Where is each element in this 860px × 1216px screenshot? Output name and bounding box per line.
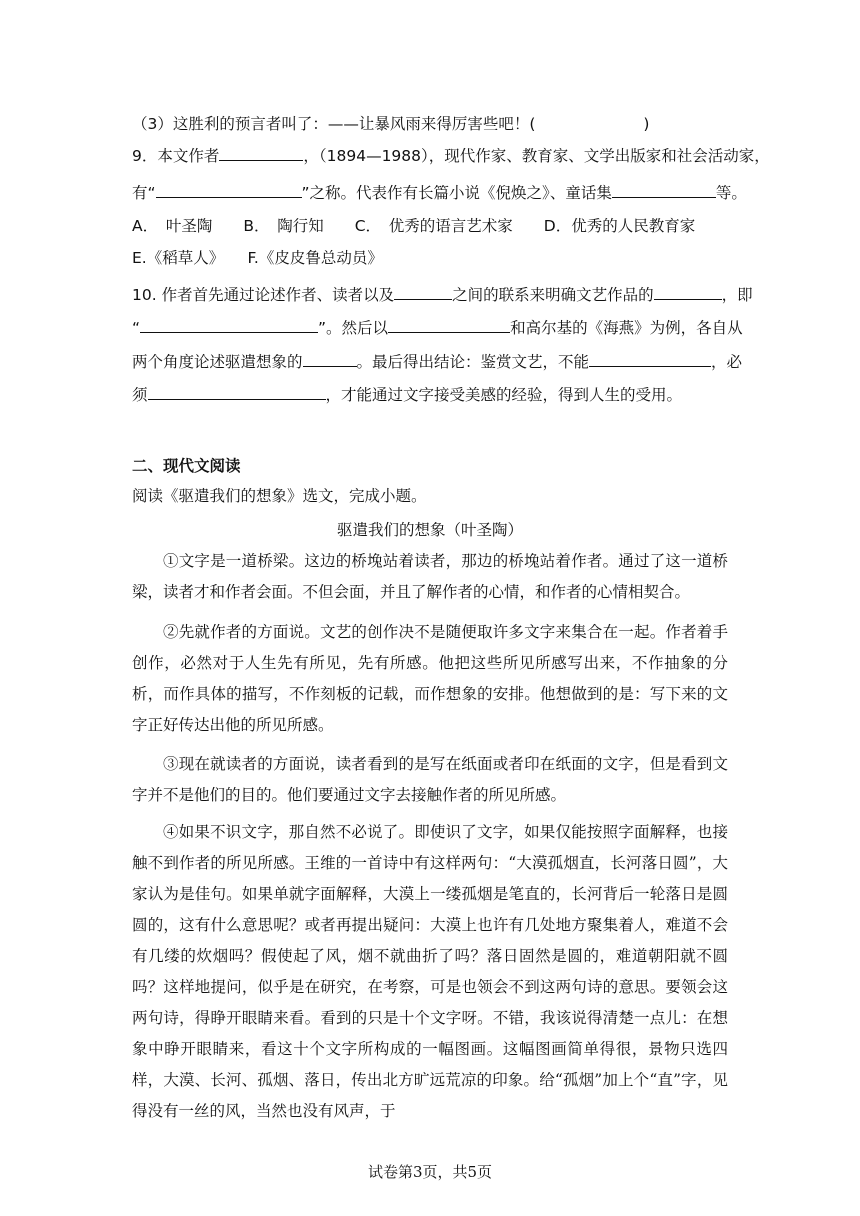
- q9-options-e-f: E.《稻草人》 F.《皮皮鲁总动员》: [132, 249, 383, 267]
- question-10-line-4: [132, 383, 728, 405]
- q10-blank-1[interactable]: [394, 284, 452, 301]
- question-10-line-1: [132, 283, 753, 305]
- q10-text-2c: 和高尔基的《海燕》为例，各自从: [510, 319, 743, 337]
- question-3-close: ): [643, 115, 650, 133]
- q10-text-3a: 两个角度论述驱遣想象的: [132, 353, 303, 371]
- page-footer: 试卷第3页，共5页: [367, 1163, 493, 1181]
- article-paragraph-2: ②先就作者的方面说。文艺的创作决不是随便取许多文字来集合在一起。作者着手创作，必然对于人生先有所见，先有所感。他把这些所见所感写出来，不作抽象的分析，而作具体的描写，不作刻板的记载，而作想象的安排。他想做到的是：写下来的文字正好传达出他的所见所感。: [132, 623, 728, 734]
- q10-text-2b: ”。然后以: [318, 319, 389, 337]
- q10-text-1b: 之间的联系来明确文艺作品的: [452, 286, 654, 304]
- q9-blank-author[interactable]: [219, 145, 303, 162]
- article-paragraph-1: ①文字是一道桥梁。这边的桥堍站着读者，那边的桥堍站着作者。通过了这一道桥梁，读者才和作者会面。不但会面，并且了解作者的心情，和作者的心情相契合。: [132, 552, 728, 601]
- question-10-line-3: [132, 350, 743, 372]
- q9-options-a-d: A． 叶圣陶 B． 陶行知 C． 优秀的语言艺术家 D．优秀的人民教育家: [132, 217, 696, 235]
- section-heading: 二、现代文阅读: [132, 457, 241, 475]
- question-9-options-2: [132, 246, 728, 268]
- question-9-line-2: [132, 181, 747, 203]
- q10-text-2a: “: [132, 319, 141, 337]
- q9-end: 等。: [715, 184, 747, 202]
- section-intro: 阅读《驱遣我们的想象》选文，完成小题。: [132, 487, 427, 505]
- q9-bio: ，（1894—1988），现代作家、教育家、文学出版家和社会活动家，: [303, 147, 770, 165]
- q10-text-1a: 10. 作者首先通过论述作者、读者以及: [132, 286, 395, 304]
- question-10-line-2: [132, 316, 743, 338]
- q10-text-3b: 。最后得出结论：鉴赏文艺，不能: [356, 353, 590, 371]
- q9-works: ”之称。代表作有长篇小说《倪焕之》、童话集: [301, 184, 612, 202]
- article-paragraph-4: ④如果不识文字，那自然不必说了。即使识了文字，如果仅能按照字面解释，也接触不到作者的所见所感。王维的一首诗中有这样两句：“大漠孤烟直，长河落日圆”，大家认为是佳句。如果单就字面解释，大漠上一缕孤烟是笔直的，长河背后一轮落日是圆圆的，这有什么意思呢？或者再提出疑问：大漠上也许有几处地方聚集着人，难道不会有几缕的炊烟吗？假使起了风，烟不就曲折了吗？落日固然是圆的，难道朝阳就不圆吗？这样地提问，似乎是在研究，在考察，可是也领会不到这两句诗的意思。要领会这两句诗，得睁开眼睛来看。看到的只是十个文字呀。不错，我该说得清楚一点儿：在想象中睁开眼睛来，看这十个文字所构成的一幅图画。这幅图画简单得很，景物只选四样，大漠、长河、孤烟、落日，传出北方旷远荒凉的印象。给“孤烟”加上个“直”字，见得没有一丝的风，当然也没有风声，于: [132, 823, 728, 1120]
- question-3-text: （3）这胜利的预言者叫了：——让暴风雨来得厉害些吧！(: [132, 115, 536, 133]
- q10-text-4a: 须: [132, 386, 148, 404]
- article-title: 驱遣我们的想象（叶圣陶）: [336, 521, 523, 539]
- question-9-options-1: [132, 214, 728, 236]
- q10-blank-5[interactable]: [303, 351, 357, 368]
- question-9-line-1: [132, 144, 770, 166]
- q9-prefix: 9．本文作者: [132, 147, 220, 165]
- q10-text-3c: ，必: [711, 353, 743, 371]
- q10-blank-7[interactable]: [148, 384, 326, 401]
- q9-open-quote: 有“: [132, 184, 156, 202]
- article-paragraph-3: ③现在就读者的方面说，读者看到的是写在纸面或者印在纸面的文字，但是看到文字并不是他们的目的。他们要通过文字去接触作者的所见所感。: [132, 755, 728, 804]
- q10-blank-4[interactable]: [388, 317, 510, 334]
- q10-blank-3[interactable]: [140, 317, 318, 334]
- q10-blank-2[interactable]: [654, 284, 722, 301]
- q9-blank-title[interactable]: [156, 182, 302, 199]
- q10-text-1c: ，即: [721, 286, 753, 304]
- q10-text-4b: ，才能通过文字接受美感的经验，得到人生的受用。: [325, 386, 683, 404]
- question-3-line: [132, 112, 728, 134]
- q9-blank-collection[interactable]: [612, 182, 716, 199]
- q10-blank-6[interactable]: [589, 351, 711, 368]
